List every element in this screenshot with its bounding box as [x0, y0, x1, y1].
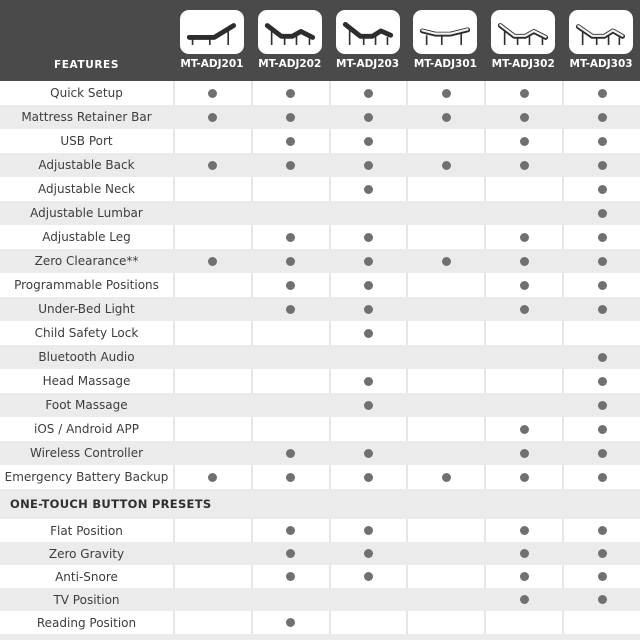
included-dot — [598, 572, 607, 581]
included-dot — [286, 89, 295, 98]
cell-mt-adj203-emergency-battery-backup — [329, 465, 407, 489]
cell-mt-adj301-anti-snore — [406, 565, 484, 588]
included-dot — [286, 572, 295, 581]
feature-label: iOS / Android APP — [34, 422, 139, 436]
cell-mt-adj302-usb-port — [484, 129, 562, 153]
included-dot — [364, 526, 373, 535]
included-dot — [364, 473, 373, 482]
cell-mt-adj201-mattress-retainer-bar — [173, 105, 251, 129]
row-adjustable-neck — [0, 177, 640, 201]
row-foot-massage — [0, 393, 640, 417]
included-dot — [520, 425, 529, 434]
included-dot — [520, 526, 529, 535]
included-dot — [520, 549, 529, 558]
included-dot — [364, 257, 373, 266]
included-dot — [286, 281, 295, 290]
row-wireless-controller — [0, 441, 640, 465]
cell-mt-adj201-flat-position — [173, 519, 251, 542]
cell-mt-adj202-bluetooth-audio — [251, 345, 329, 369]
included-dot — [598, 549, 607, 558]
cell-mt-adj303-adjustable-lumbar — [562, 201, 640, 225]
included-dot — [598, 209, 607, 218]
included-dot — [364, 401, 373, 410]
cell-mt-adj303-reading-position — [562, 611, 640, 634]
cell-mt-adj302-quick-setup — [484, 81, 562, 105]
product-name-label: MT-ADJ303 — [569, 58, 633, 70]
included-dot — [520, 595, 529, 604]
included-dot — [520, 281, 529, 290]
cell-mt-adj302-reading-position — [484, 611, 562, 634]
cell-mt-adj203-ios-android-app — [329, 417, 407, 441]
cell-mt-adj303-programmable-positions — [562, 273, 640, 297]
product-column-mt-adj202 — [251, 0, 329, 81]
included-dot — [208, 161, 217, 170]
cell-mt-adj203-bluetooth-audio — [329, 345, 407, 369]
included-dot — [364, 89, 373, 98]
cell-mt-adj203-mattress-retainer-bar — [329, 105, 407, 129]
cell-mt-adj301-bluetooth-audio — [406, 345, 484, 369]
cell-mt-adj203-programmable-positions — [329, 273, 407, 297]
bed-head-foot-up-light-frame-icon — [574, 15, 628, 49]
cell-mt-adj201-foot-massage — [173, 393, 251, 417]
feature-label: Adjustable Lumbar — [30, 206, 143, 220]
row-adjustable-back — [0, 153, 640, 177]
included-dot — [598, 281, 607, 290]
section-heading-one-touch-button-presets: ONE-TOUCH BUTTON PRESETS — [0, 489, 640, 519]
row-ios-android-app — [0, 417, 640, 441]
row-zero-clearance — [0, 249, 640, 273]
table-body — [0, 81, 640, 634]
cell-mt-adj201-wireless-controller — [173, 441, 251, 465]
cell-mt-adj202-head-massage — [251, 369, 329, 393]
cell-mt-adj201-adjustable-leg — [173, 225, 251, 249]
feature-label: TV Position — [53, 592, 120, 607]
cell-mt-adj302-child-safety-lock — [484, 321, 562, 345]
cell-mt-adj301-head-massage — [406, 369, 484, 393]
cell-mt-adj203-anti-snore — [329, 565, 407, 588]
cell-mt-adj203-adjustable-leg — [329, 225, 407, 249]
included-dot — [520, 305, 529, 314]
bed-head-foot-up-light-icon — [496, 15, 550, 49]
included-dot — [520, 233, 529, 242]
included-dot — [364, 549, 373, 558]
included-dot — [598, 353, 607, 362]
row-reading-position — [0, 611, 640, 634]
included-dot — [442, 473, 451, 482]
feature-label: Quick Setup — [50, 86, 123, 100]
cell-mt-adj301-usb-port — [406, 129, 484, 153]
cell-mt-adj302-zero-clearance — [484, 249, 562, 273]
included-dot — [598, 401, 607, 410]
row-head-massage — [0, 369, 640, 393]
bed-head-up-dark-icon — [185, 15, 239, 49]
product-tile-mt-adj203 — [336, 10, 400, 54]
included-dot — [364, 305, 373, 314]
included-dot — [286, 233, 295, 242]
included-dot — [364, 233, 373, 242]
included-dot — [364, 572, 373, 581]
included-dot — [286, 113, 295, 122]
product-name-label: MT-ADJ201 — [180, 58, 244, 70]
cell-mt-adj301-adjustable-neck — [406, 177, 484, 201]
cell-mt-adj301-emergency-battery-backup — [406, 465, 484, 489]
feature-label: Flat Position — [50, 523, 123, 538]
row-quick-setup — [0, 81, 640, 105]
product-name-label: MT-ADJ302 — [491, 58, 555, 70]
feature-label: Child Safety Lock — [34, 326, 139, 340]
row-under-bed-light — [0, 297, 640, 321]
cell-mt-adj202-zero-gravity — [251, 542, 329, 565]
included-dot — [286, 473, 295, 482]
cell-mt-adj201-anti-snore — [173, 565, 251, 588]
cell-mt-adj302-emergency-battery-backup — [484, 465, 562, 489]
bed-head-knee-up-dark-icon — [341, 15, 395, 49]
row-mattress-retainer-bar — [0, 105, 640, 129]
cell-mt-adj202-foot-massage — [251, 393, 329, 417]
cell-mt-adj301-adjustable-leg — [406, 225, 484, 249]
included-dot — [286, 618, 295, 627]
bottom-filler — [0, 634, 640, 640]
row-zero-gravity — [0, 542, 640, 565]
cell-mt-adj201-adjustable-neck — [173, 177, 251, 201]
included-dot — [286, 526, 295, 535]
cell-mt-adj201-adjustable-lumbar — [173, 201, 251, 225]
cell-mt-adj202-flat-position — [251, 519, 329, 542]
cell-mt-adj303-flat-position — [562, 519, 640, 542]
cell-mt-adj302-programmable-positions — [484, 273, 562, 297]
feature-label: Reading Position — [36, 615, 137, 630]
cell-mt-adj302-mattress-retainer-bar — [484, 105, 562, 129]
cell-mt-adj201-programmable-positions — [173, 273, 251, 297]
cell-mt-adj203-foot-massage — [329, 393, 407, 417]
included-dot — [208, 257, 217, 266]
included-dot — [520, 473, 529, 482]
cell-mt-adj302-adjustable-lumbar — [484, 201, 562, 225]
included-dot — [520, 137, 529, 146]
included-dot — [364, 137, 373, 146]
cell-mt-adj203-zero-gravity — [329, 542, 407, 565]
feature-label: Anti-Snore — [55, 569, 118, 584]
cell-mt-adj302-zero-gravity — [484, 542, 562, 565]
cell-mt-adj302-anti-snore — [484, 565, 562, 588]
cell-mt-adj202-anti-snore — [251, 565, 329, 588]
included-dot — [286, 257, 295, 266]
cell-mt-adj302-adjustable-neck — [484, 177, 562, 201]
cell-mt-adj203-adjustable-lumbar — [329, 201, 407, 225]
cell-mt-adj303-emergency-battery-backup — [562, 465, 640, 489]
product-name-label: MT-ADJ202 — [258, 58, 322, 70]
cell-mt-adj301-tv-position — [406, 588, 484, 611]
row-programmable-positions — [0, 273, 640, 297]
feature-label: Head Massage — [42, 374, 131, 388]
cell-mt-adj303-adjustable-back — [562, 153, 640, 177]
cell-mt-adj302-wireless-controller — [484, 441, 562, 465]
included-dot — [364, 377, 373, 386]
row-bluetooth-audio — [0, 345, 640, 369]
product-column-mt-adj203 — [329, 0, 407, 81]
included-dot — [598, 89, 607, 98]
cell-mt-adj203-zero-clearance — [329, 249, 407, 273]
included-dot — [598, 233, 607, 242]
cell-mt-adj203-flat-position — [329, 519, 407, 542]
cell-mt-adj203-head-massage — [329, 369, 407, 393]
cell-mt-adj301-zero-gravity — [406, 542, 484, 565]
cell-mt-adj202-usb-port — [251, 129, 329, 153]
cell-mt-adj203-adjustable-back — [329, 153, 407, 177]
included-dot — [364, 449, 373, 458]
cell-mt-adj202-tv-position — [251, 588, 329, 611]
product-tile-mt-adj303 — [569, 10, 633, 54]
cell-mt-adj302-adjustable-back — [484, 153, 562, 177]
included-dot — [598, 526, 607, 535]
cell-mt-adj301-flat-position — [406, 519, 484, 542]
cell-mt-adj202-quick-setup — [251, 81, 329, 105]
feature-label: Zero Clearance** — [34, 254, 139, 268]
feature-label: Wireless Controller — [29, 446, 144, 460]
cell-mt-adj202-child-safety-lock — [251, 321, 329, 345]
cell-mt-adj201-tv-position — [173, 588, 251, 611]
feature-label: Emergency Battery Backup — [4, 470, 169, 484]
features-heading-label: FEATURES — [54, 59, 119, 71]
feature-label: Programmable Positions — [14, 278, 159, 292]
row-tv-position — [0, 588, 640, 611]
included-dot — [208, 113, 217, 122]
cell-mt-adj303-anti-snore — [562, 565, 640, 588]
product-column-mt-adj301 — [406, 0, 484, 81]
included-dot — [208, 473, 217, 482]
row-adjustable-lumbar — [0, 201, 640, 225]
cell-mt-adj302-foot-massage — [484, 393, 562, 417]
cell-mt-adj302-under-bed-light — [484, 297, 562, 321]
cell-mt-adj202-ios-android-app — [251, 417, 329, 441]
product-tile-mt-adj201 — [180, 10, 244, 54]
cell-mt-adj202-emergency-battery-backup — [251, 465, 329, 489]
cell-mt-adj201-under-bed-light — [173, 297, 251, 321]
included-dot — [286, 549, 295, 558]
bed-head-foot-up-dark-icon — [263, 15, 317, 49]
cell-mt-adj201-emergency-battery-backup — [173, 465, 251, 489]
row-emergency-battery-backup — [0, 465, 640, 489]
cell-mt-adj201-zero-clearance — [173, 249, 251, 273]
cell-mt-adj202-programmable-positions — [251, 273, 329, 297]
cell-mt-adj301-under-bed-light — [406, 297, 484, 321]
cell-mt-adj202-wireless-controller — [251, 441, 329, 465]
cell-mt-adj302-flat-position — [484, 519, 562, 542]
cell-mt-adj202-adjustable-lumbar — [251, 201, 329, 225]
included-dot — [520, 257, 529, 266]
included-dot — [598, 161, 607, 170]
product-column-mt-adj303 — [562, 0, 640, 81]
included-dot — [598, 305, 607, 314]
table-header — [0, 0, 640, 81]
included-dot — [520, 89, 529, 98]
included-dot — [598, 137, 607, 146]
included-dot — [364, 281, 373, 290]
cell-mt-adj301-adjustable-lumbar — [406, 201, 484, 225]
included-dot — [520, 572, 529, 581]
included-dot — [442, 113, 451, 122]
cell-mt-adj201-quick-setup — [173, 81, 251, 105]
cell-mt-adj203-tv-position — [329, 588, 407, 611]
cell-mt-adj301-zero-clearance — [406, 249, 484, 273]
feature-label: Adjustable Back — [38, 158, 135, 172]
included-dot — [520, 161, 529, 170]
cell-mt-adj301-quick-setup — [406, 81, 484, 105]
included-dot — [598, 595, 607, 604]
feature-label: Bluetooth Audio — [38, 350, 135, 364]
feature-label: Adjustable Neck — [38, 182, 135, 196]
row-flat-position — [0, 519, 640, 542]
cell-mt-adj201-ios-android-app — [173, 417, 251, 441]
cell-mt-adj203-child-safety-lock — [329, 321, 407, 345]
product-name-label: MT-ADJ203 — [336, 58, 400, 70]
cell-mt-adj203-under-bed-light — [329, 297, 407, 321]
cell-mt-adj301-child-safety-lock — [406, 321, 484, 345]
cell-mt-adj202-adjustable-leg — [251, 225, 329, 249]
cell-mt-adj303-under-bed-light — [562, 297, 640, 321]
cell-mt-adj301-mattress-retainer-bar — [406, 105, 484, 129]
product-column-headers — [173, 0, 640, 81]
included-dot — [598, 185, 607, 194]
included-dot — [598, 377, 607, 386]
product-tile-mt-adj302 — [491, 10, 555, 54]
cell-mt-adj203-wireless-controller — [329, 441, 407, 465]
cell-mt-adj302-ios-android-app — [484, 417, 562, 441]
feature-label: Mattress Retainer Bar — [21, 110, 152, 124]
included-dot — [286, 305, 295, 314]
included-dot — [442, 161, 451, 170]
cell-mt-adj303-mattress-retainer-bar — [562, 105, 640, 129]
cell-mt-adj303-zero-clearance — [562, 249, 640, 273]
cell-mt-adj203-usb-port — [329, 129, 407, 153]
cell-mt-adj303-foot-massage — [562, 393, 640, 417]
included-dot — [442, 89, 451, 98]
cell-mt-adj303-child-safety-lock — [562, 321, 640, 345]
cell-mt-adj303-usb-port — [562, 129, 640, 153]
included-dot — [598, 473, 607, 482]
cell-mt-adj303-ios-android-app — [562, 417, 640, 441]
cell-mt-adj203-adjustable-neck — [329, 177, 407, 201]
cell-mt-adj202-mattress-retainer-bar — [251, 105, 329, 129]
feature-label: Zero Gravity — [48, 546, 125, 561]
cell-mt-adj201-head-massage — [173, 369, 251, 393]
included-dot — [598, 449, 607, 458]
feature-label: Foot Massage — [45, 398, 128, 412]
cell-mt-adj302-bluetooth-audio — [484, 345, 562, 369]
cell-mt-adj303-head-massage — [562, 369, 640, 393]
cell-mt-adj302-tv-position — [484, 588, 562, 611]
cell-mt-adj303-tv-position — [562, 588, 640, 611]
product-tile-mt-adj301 — [413, 10, 477, 54]
cell-mt-adj203-reading-position — [329, 611, 407, 634]
included-dot — [520, 113, 529, 122]
cell-mt-adj201-bluetooth-audio — [173, 345, 251, 369]
cell-mt-adj201-adjustable-back — [173, 153, 251, 177]
row-adjustable-leg — [0, 225, 640, 249]
included-dot — [442, 257, 451, 266]
product-column-mt-adj302 — [484, 0, 562, 81]
cell-mt-adj201-usb-port — [173, 129, 251, 153]
cell-mt-adj301-ios-android-app — [406, 417, 484, 441]
row-child-safety-lock — [0, 321, 640, 345]
included-dot — [364, 161, 373, 170]
cell-mt-adj201-zero-gravity — [173, 542, 251, 565]
cell-mt-adj201-child-safety-lock — [173, 321, 251, 345]
included-dot — [286, 137, 295, 146]
cell-mt-adj302-head-massage — [484, 369, 562, 393]
cell-mt-adj301-reading-position — [406, 611, 484, 634]
cell-mt-adj202-under-bed-light — [251, 297, 329, 321]
cell-mt-adj303-zero-gravity — [562, 542, 640, 565]
cell-mt-adj301-programmable-positions — [406, 273, 484, 297]
product-column-mt-adj201 — [173, 0, 251, 81]
cell-mt-adj303-bluetooth-audio — [562, 345, 640, 369]
row-usb-port — [0, 129, 640, 153]
cell-mt-adj301-foot-massage — [406, 393, 484, 417]
product-tile-mt-adj202 — [258, 10, 322, 54]
cell-mt-adj202-zero-clearance — [251, 249, 329, 273]
included-dot — [364, 329, 373, 338]
cell-mt-adj202-adjustable-back — [251, 153, 329, 177]
included-dot — [208, 89, 217, 98]
included-dot — [598, 113, 607, 122]
features-column-header — [0, 0, 173, 81]
cell-mt-adj301-adjustable-back — [406, 153, 484, 177]
cell-mt-adj203-quick-setup — [329, 81, 407, 105]
included-dot — [286, 161, 295, 170]
cell-mt-adj303-quick-setup — [562, 81, 640, 105]
included-dot — [364, 113, 373, 122]
cell-mt-adj202-adjustable-neck — [251, 177, 329, 201]
cell-mt-adj201-reading-position — [173, 611, 251, 634]
row-anti-snore — [0, 565, 640, 588]
cell-mt-adj302-adjustable-leg — [484, 225, 562, 249]
bed-flat-light-icon — [418, 15, 472, 49]
cell-mt-adj303-adjustable-neck — [562, 177, 640, 201]
cell-mt-adj303-adjustable-leg — [562, 225, 640, 249]
feature-label: USB Port — [60, 134, 113, 148]
cell-mt-adj301-wireless-controller — [406, 441, 484, 465]
included-dot — [598, 425, 607, 434]
feature-label: Adjustable Leg — [42, 230, 131, 244]
cell-mt-adj303-wireless-controller — [562, 441, 640, 465]
included-dot — [286, 449, 295, 458]
cell-mt-adj202-reading-position — [251, 611, 329, 634]
feature-label: Under-Bed Light — [38, 302, 135, 316]
included-dot — [520, 449, 529, 458]
product-name-label: MT-ADJ301 — [413, 58, 477, 70]
included-dot — [364, 185, 373, 194]
included-dot — [598, 257, 607, 266]
